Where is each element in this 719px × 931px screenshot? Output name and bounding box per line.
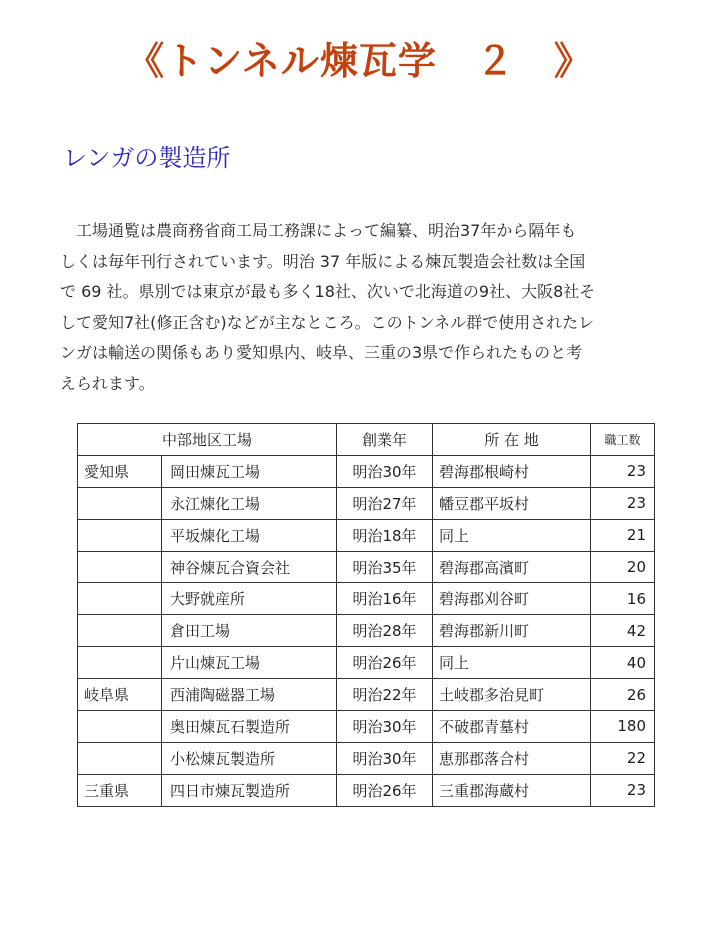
table-row <box>78 615 655 647</box>
founded-cell: 明治27年 <box>337 487 433 519</box>
factory-name-cell: 平坂煉化工場 <box>162 519 337 551</box>
workers-cell: 42 <box>591 615 655 647</box>
table-row <box>78 583 655 615</box>
table-row <box>78 742 655 774</box>
factory-name-cell: 岡田煉瓦工場 <box>162 455 337 487</box>
header-location: 所 在 地 <box>433 424 591 456</box>
location-cell: 同上 <box>433 647 591 679</box>
paragraph-line: えられます。 <box>60 373 155 393</box>
table-row <box>78 711 655 743</box>
table-row <box>78 519 655 551</box>
workers-cell: 23 <box>591 774 655 806</box>
factory-name-cell: 大野就産所 <box>162 583 337 615</box>
prefecture-cell <box>78 487 162 519</box>
prefecture-cell <box>78 615 162 647</box>
factory-name-cell: 西浦陶磁器工場 <box>162 679 337 711</box>
prefecture-cell <box>78 647 162 679</box>
table-row <box>78 487 655 519</box>
workers-cell: 180 <box>591 711 655 743</box>
founded-cell: 明治26年 <box>337 774 433 806</box>
workers-cell: 26 <box>591 679 655 711</box>
factory-name-cell: 倉田工場 <box>162 615 337 647</box>
workers-cell: 20 <box>591 551 655 583</box>
page-title: 《トンネル煉瓦学 ２ 》 <box>126 39 593 83</box>
workers-cell: 23 <box>591 455 655 487</box>
location-cell: 碧海郡新川町 <box>433 615 591 647</box>
factory-table <box>77 423 655 807</box>
founded-cell: 明治30年 <box>337 742 433 774</box>
factory-name-cell: 神谷煉瓦合資会社 <box>162 551 337 583</box>
location-cell: 碧海郡刈谷町 <box>433 583 591 615</box>
founded-cell: 明治16年 <box>337 583 433 615</box>
founded-cell: 明治18年 <box>337 519 433 551</box>
table-row <box>78 647 655 679</box>
workers-cell: 21 <box>591 519 655 551</box>
prefecture-cell: 岐阜県 <box>78 679 162 711</box>
location-cell: 土岐郡多治見町 <box>433 679 591 711</box>
workers-cell: 22 <box>591 742 655 774</box>
paragraph-line: 工場通覧は農商務省商工局工務課によって編纂、明治37年から隔年も <box>60 221 577 240</box>
prefecture-cell <box>78 583 162 615</box>
founded-cell: 明治26年 <box>337 647 433 679</box>
section-heading: レンガの製造所 <box>63 144 231 172</box>
paragraph-line: ンガは輸送の関係もあり愛知県内、岐阜、三重の3県で作られたものと考 <box>60 343 583 362</box>
prefecture-cell <box>78 519 162 551</box>
prefecture-cell <box>78 551 162 583</box>
location-cell: 碧海郡根崎村 <box>433 455 591 487</box>
table-row <box>78 774 655 806</box>
factory-name-cell: 片山煉瓦工場 <box>162 647 337 679</box>
table-row <box>78 679 655 711</box>
location-cell: 同上 <box>433 519 591 551</box>
paragraph-line: して愛知7社(修正含む)などが主なところ。このトンネル群で使用されたレ <box>60 312 595 332</box>
prefecture-cell: 三重県 <box>78 774 162 806</box>
founded-cell: 明治22年 <box>337 679 433 711</box>
prefecture-cell <box>78 711 162 743</box>
founded-cell: 明治30年 <box>337 711 433 743</box>
table-row <box>78 455 655 487</box>
workers-cell: 23 <box>591 487 655 519</box>
location-cell: 不破郡青墓村 <box>433 711 591 743</box>
prefecture-cell: 愛知県 <box>78 455 162 487</box>
prefecture-cell <box>78 742 162 774</box>
paragraph-line: で 69 社。県別では東京が最も多く18社、次いで北海道の9社、大阪8社そ <box>60 282 596 301</box>
location-cell: 碧海郡高濱町 <box>433 551 591 583</box>
location-cell: 恵那郡落合村 <box>433 742 591 774</box>
location-cell: 幡豆郡平坂村 <box>433 487 591 519</box>
factory-name-cell: 四日市煉瓦製造所 <box>162 774 337 806</box>
factory-name-cell: 小松煉瓦製造所 <box>162 742 337 774</box>
founded-cell: 明治35年 <box>337 551 433 583</box>
table-row <box>78 551 655 583</box>
header-region: 中部地区工場 <box>78 424 337 456</box>
factory-name-cell: 奥田煉瓦石製造所 <box>162 711 337 743</box>
workers-cell: 40 <box>591 647 655 679</box>
founded-cell: 明治28年 <box>337 615 433 647</box>
table-header-row <box>78 424 655 456</box>
header-founded: 創業年 <box>337 424 433 456</box>
location-cell: 三重郡海蔵村 <box>433 774 591 806</box>
paragraph-line: しくは毎年刊行されています。明治 37 年版による煉瓦製造会社数は全国 <box>60 251 586 271</box>
workers-cell: 16 <box>591 583 655 615</box>
factory-name-cell: 永江煉化工場 <box>162 487 337 519</box>
header-workers: 職工数 <box>591 424 655 456</box>
body-paragraph <box>60 216 650 399</box>
founded-cell: 明治30年 <box>337 455 433 487</box>
